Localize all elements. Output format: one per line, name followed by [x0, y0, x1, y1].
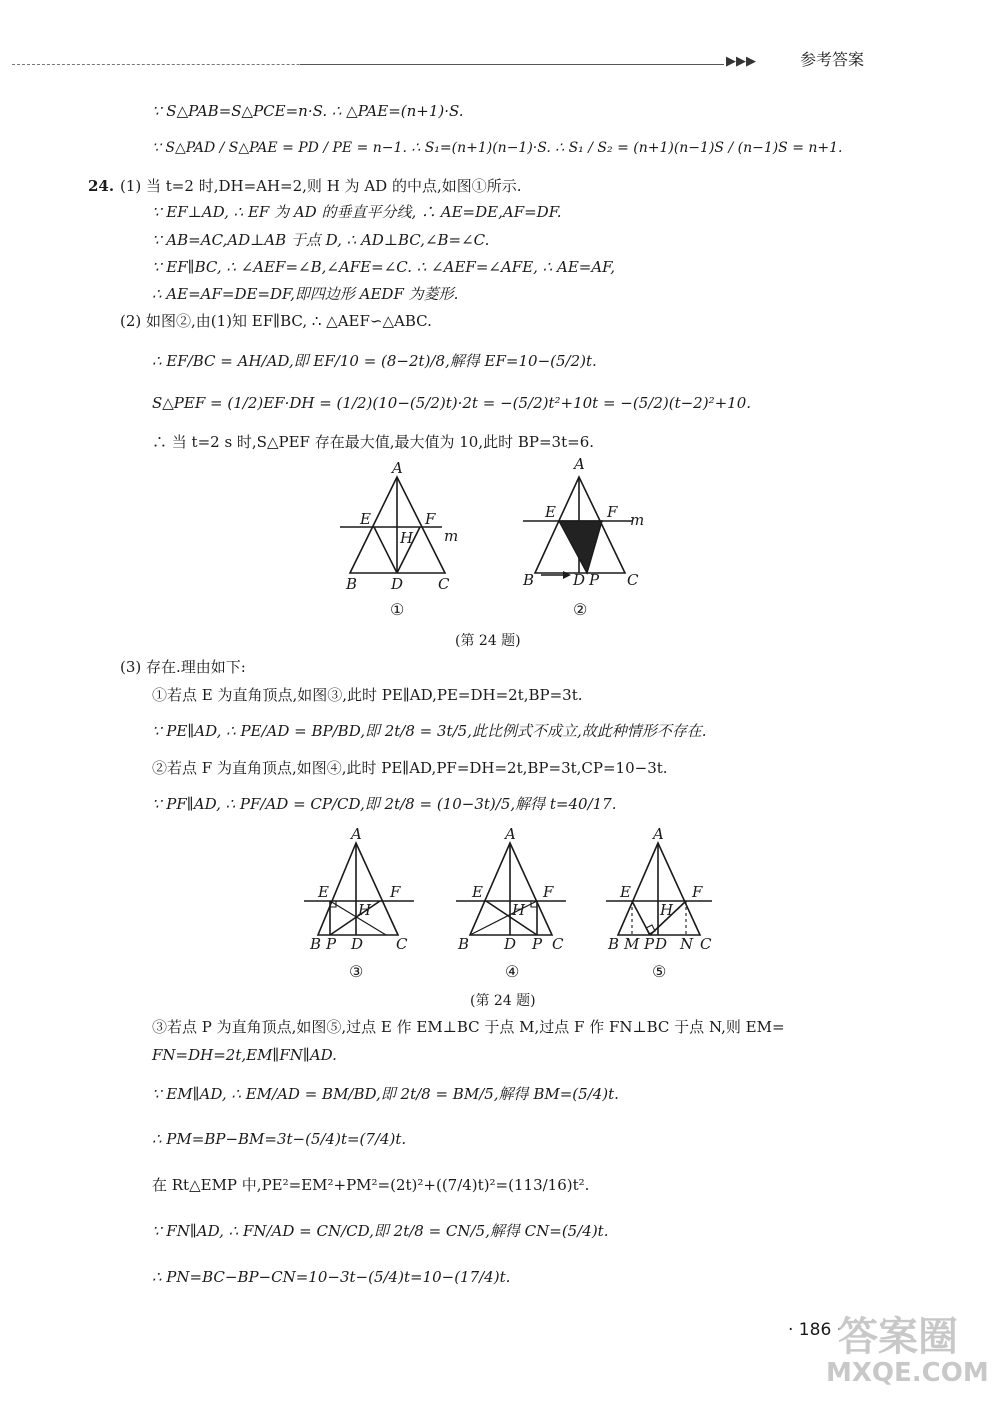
fig1-point-f: F — [425, 510, 436, 528]
part3-line7: FN=DH=2t,EM∥FN∥AD. — [152, 1046, 337, 1064]
fig5-point-d: D — [655, 935, 668, 953]
fig4-point-b: B — [458, 935, 470, 953]
header-rule-solid — [300, 64, 724, 65]
fig1-point-c: C — [438, 575, 450, 593]
fig4-point-c: C — [552, 935, 564, 953]
line-s-pab: ∵ S△PAB=S△PCE=n·S. ∴ △PAE=(n+1)·S. — [152, 102, 464, 120]
part3-line12: ∴ PN=BC−BP−CN=10−3t−(5/4)t=10−(17/4)t. — [152, 1268, 511, 1286]
fig5-point-c: C — [700, 935, 712, 953]
fig2-point-a: A — [574, 455, 585, 473]
line-s-ratio: ∵ S△PAD / S△PAE = PD / PE = n−1. ∴ S₁=(n+1)(n−1)·S. ∴ S₁ / S₂ = (n+1)(n−1)S / (n−1)S = n+1. — [152, 140, 843, 156]
part3-line8: ∵ EM∥AD, ∴ EM/AD = BM/BD,即 2t/8 = BM/5,解得 BM=(5/4)t. — [152, 1085, 619, 1103]
part1-line1: (1) 当 t=2 时,DH=AH=2,则 H 为 AD 的中点,如图①所示. — [120, 177, 522, 195]
fig2-label: ② — [573, 600, 588, 619]
fig2-point-f: F — [607, 503, 618, 521]
fig1-line-m: m — [444, 527, 459, 545]
fig5-point-b: B — [608, 935, 620, 953]
fig2-point-d: D — [573, 571, 586, 589]
part3-line11: ∵ FN∥AD, ∴ FN/AD = CN/CD,即 2t/8 = CN/5,解得 CN=(5/4)t. — [152, 1222, 609, 1240]
part1-line2: ∵ EF⊥AD, ∴ EF 为 AD 的垂直平分线, ∴ AE=DE,AF=DF. — [152, 203, 562, 221]
fig2-point-p: P — [589, 571, 600, 589]
part2-line1: (2) 如图②,由(1)知 EF∥BC, ∴ △AEF∽△ABC. — [120, 312, 432, 330]
fig2-shaded-triangle — [559, 521, 602, 573]
fig4-point-h: H — [512, 901, 526, 919]
header-arrows: ▶▶▶ — [726, 54, 756, 69]
fig3-point-c: C — [396, 935, 408, 953]
fig4-point-p: P — [532, 935, 543, 953]
part3-line9: ∴ PM=BP−BM=3t−(5/4)t=(7/4)t. — [152, 1130, 407, 1148]
fig5-point-p: P — [644, 935, 655, 953]
fig3-point-p: P — [326, 935, 337, 953]
fig3-point-f: F — [390, 883, 401, 901]
fig2-point-e: E — [545, 503, 556, 521]
figure-caption-1: (第 24 题) — [455, 633, 521, 649]
page-number: · 186 · — [788, 1320, 843, 1340]
fig3-label: ③ — [349, 962, 364, 981]
part3-line1: (3) 存在.理由如下: — [120, 658, 246, 676]
fig4-label: ④ — [505, 962, 520, 981]
figure-3 — [298, 825, 428, 985]
fig4-point-d: D — [504, 935, 517, 953]
part3-line3: ∵ PE∥AD, ∴ PE/AD = BP/BD,即 2t/8 = 3t/5,此比例式不成立,故此种情形不存在. — [152, 722, 707, 740]
part3-line2: ①若点 E 为直角顶点,如图③,此时 PE∥AD,PE=DH=2t,BP=3t. — [152, 686, 583, 704]
fig3-point-e: E — [318, 883, 329, 901]
part1-line4: ∵ EF∥BC, ∴ ∠AEF=∠B,∠AFE=∠C. ∴ ∠AEF=∠AFE, ∴ AE=AF, — [152, 258, 616, 276]
figure-5 — [600, 825, 730, 985]
fig1-point-d: D — [391, 575, 404, 593]
fig5-point-h: H — [660, 901, 674, 919]
fig4-point-f: F — [543, 883, 554, 901]
fig1-point-a: A — [392, 459, 403, 477]
fig4-point-e: E — [472, 883, 483, 901]
part3-line6: ③若点 P 为直角顶点,如图⑤,过点 E 作 EM⊥BC 于点 M,过点 F 作 FN⊥BC 于点 N,则 EM= — [152, 1018, 785, 1036]
figure-2 — [515, 455, 655, 625]
figure-4 — [450, 825, 580, 985]
fig2-line-m: m — [630, 511, 645, 529]
part2-line2: ∴ EF/BC = AH/AD,即 EF/10 = (8−2t)/8,解得 EF=10−(5/2)t. — [152, 352, 597, 370]
part3-line4: ②若点 F 为直角顶点,如图④,此时 PE∥AD,PF=DH=2t,BP=3t,CP=10−3t. — [152, 759, 668, 777]
fig5-point-e: E — [620, 883, 631, 901]
fig3-point-d: D — [351, 935, 364, 953]
fig5-point-a: A — [653, 825, 664, 843]
fig3-point-a: A — [351, 825, 362, 843]
fig2-point-c: C — [627, 571, 639, 589]
part3-line5: ∵ PF∥AD, ∴ PF/AD = CP/CD,即 2t/8 = (10−3t)/5,解得 t=40/17. — [152, 795, 617, 813]
fig3-point-h: H — [358, 901, 372, 919]
part3-line10: 在 Rt△EMP 中,PE²=EM²+PM²=(2t)²+((7/4)t)²=(113/16)t². — [152, 1176, 590, 1194]
fig2-point-b: B — [523, 571, 535, 589]
figure-caption-2: (第 24 题) — [470, 993, 536, 1009]
fig4-point-a: A — [505, 825, 516, 843]
part1-line5: ∴ AE=AF=DE=DF,即四边形 AEDF 为菱形. — [152, 285, 459, 303]
watermark-top: 答案圈 — [838, 1314, 958, 1360]
question-number: 24. — [88, 177, 115, 195]
fig5-label: ⑤ — [652, 962, 667, 981]
fig1-point-b: B — [346, 575, 358, 593]
fig1-point-h: H — [400, 529, 414, 547]
fig1-label: ① — [390, 600, 405, 619]
fig5-point-m: M — [624, 935, 640, 953]
watermark-bottom: MXQE.COM — [826, 1358, 989, 1388]
part1-line3: ∵ AB=AC,AD⊥AB 于点 D, ∴ AD⊥BC,∠B=∠C. — [152, 231, 490, 249]
fig5-point-f: F — [692, 883, 703, 901]
figure-1 — [330, 455, 470, 625]
header-title: 参考答案 — [800, 50, 865, 69]
fig5-point-n: N — [680, 935, 694, 953]
fig1-point-e: E — [360, 510, 371, 528]
fig3-point-b: B — [310, 935, 322, 953]
part2-line4: ∴ 当 t=2 s 时,S△PEF 存在最大值,最大值为 10,此时 BP=3t=6. — [152, 433, 595, 451]
part2-line3: S△PEF = (1/2)EF·DH = (1/2)(10−(5/2)t)·2t = −(5/2)t²+10t = −(5/2)(t−2)²+10. — [152, 394, 752, 412]
